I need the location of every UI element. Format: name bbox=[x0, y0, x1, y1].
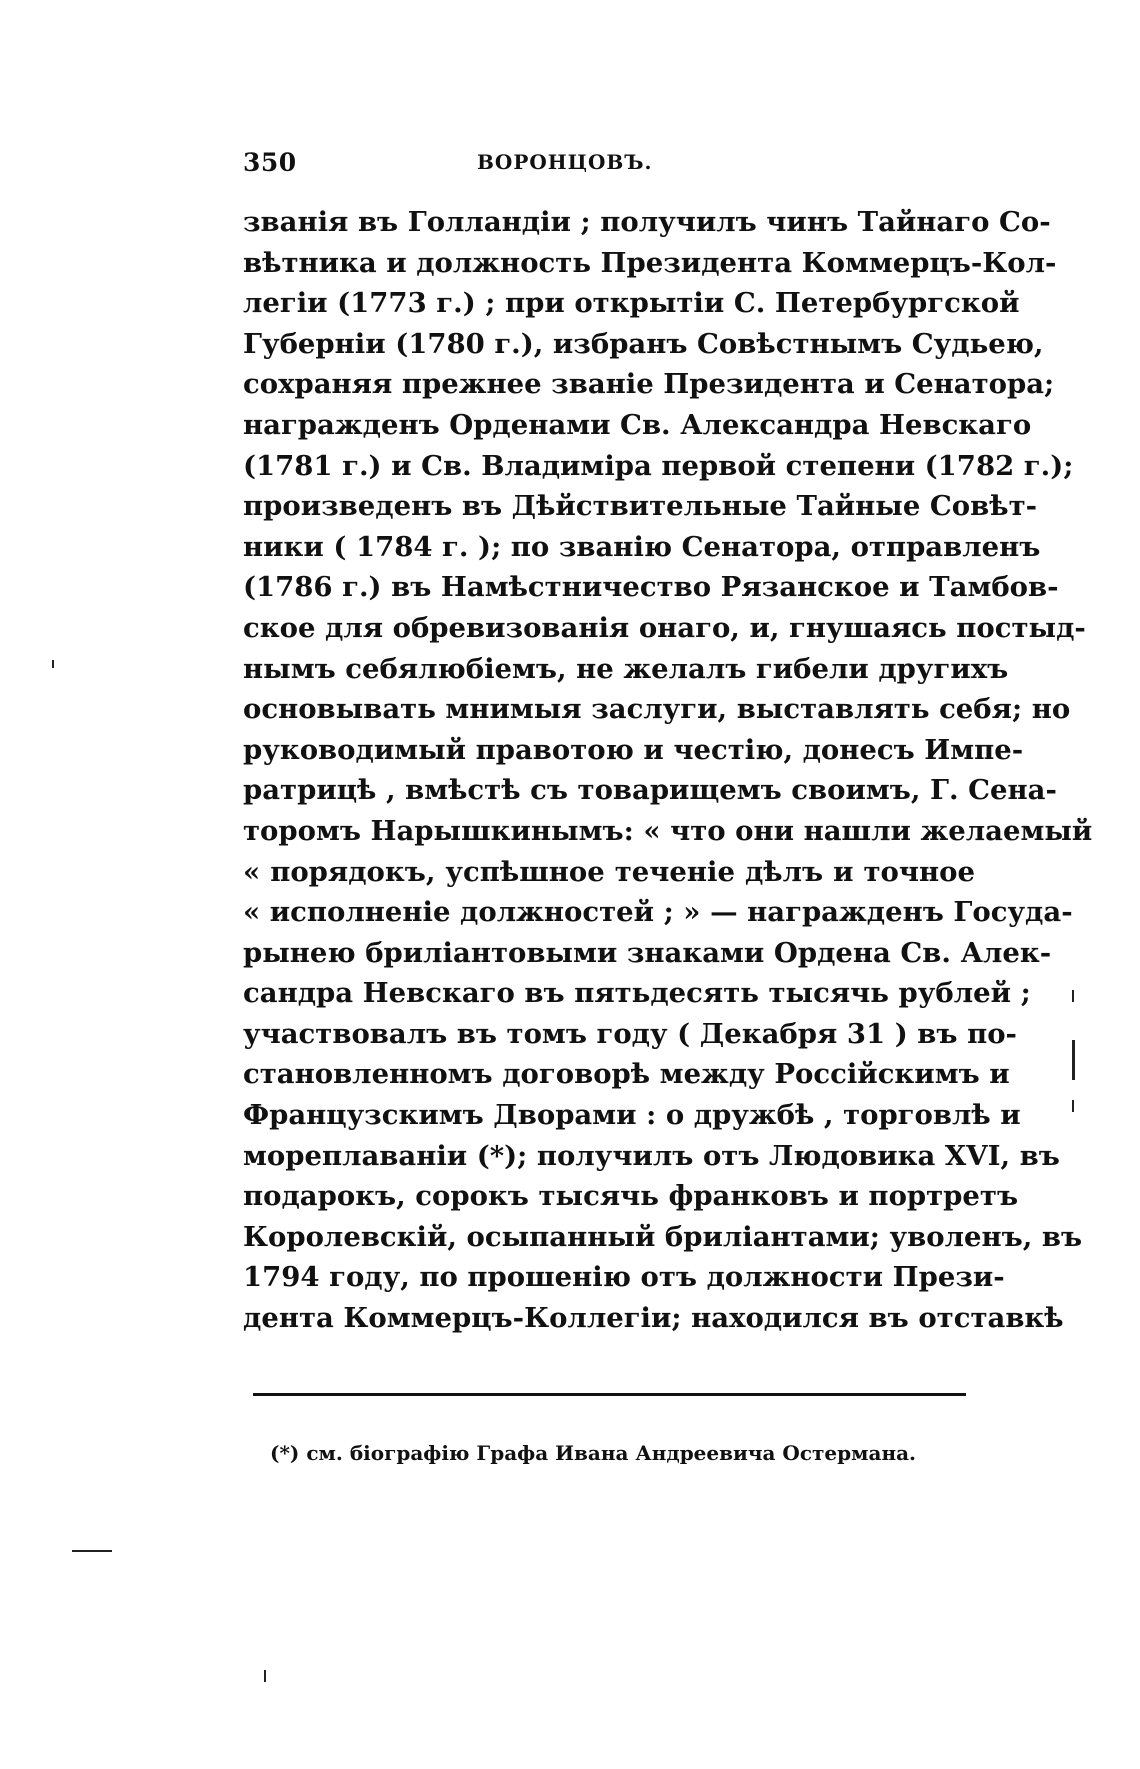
text-line: (1786 г.) въ Намѣстничество Рязанское и Тамбов- bbox=[243, 571, 1059, 604]
running-title: ВОРОНЦОВЪ. bbox=[477, 150, 653, 174]
text-line: 1794 году, по прошенію отъ должности Прези- bbox=[243, 1261, 1005, 1294]
text-line: « порядокъ, успѣшное теченіе дѣлъ и точное bbox=[243, 855, 975, 888]
text-line: « исполненіе должностей ; » — награжденъ Госуда- bbox=[243, 896, 1073, 929]
text-line: мореплаваніи (*); получилъ отъ Людовика XVI, въ bbox=[243, 1139, 1060, 1172]
text-line: Королевскій, осыпанный бриліантами; уволенъ, въ bbox=[243, 1220, 1083, 1253]
text-line: (1781 г.) и Св. Владиміра первой степени (1782 г.); bbox=[243, 449, 1074, 482]
text-line: подарокъ, сорокъ тысячь франковъ и портретъ bbox=[243, 1180, 1019, 1213]
scan-speck bbox=[1072, 990, 1074, 1002]
scan-speck bbox=[52, 660, 54, 668]
text-line: торомъ Нарышкинымъ: « что они нашли желаемый bbox=[243, 814, 1093, 847]
text-line: нымъ себялюбіемъ, не желалъ гибели другихъ bbox=[243, 652, 1009, 685]
scan-speck bbox=[264, 1670, 266, 1682]
text-line: основывать мнимыя заслуги, выставлять себя; но bbox=[243, 693, 1071, 726]
page-number: 350 bbox=[243, 148, 297, 177]
footnote: (*) см. біографію Графа Ивана Андреевича Остермана. bbox=[270, 1441, 917, 1465]
text-line: сандра Невскаго въ пятьдесять тысячь рублей ; bbox=[243, 977, 1031, 1010]
text-line: легіи (1773 г.) ; при открытіи С. Петербургской bbox=[243, 287, 1020, 320]
text-line: дента Коммерцъ-Коллегіи; находился въ отставкѣ bbox=[243, 1302, 1064, 1335]
scan-speck bbox=[1072, 1040, 1075, 1080]
text-line: Французскимъ Дворами : о дружбѣ , торговлѣ и bbox=[243, 1099, 1021, 1132]
text-line: Губерніи (1780 г.), избранъ Совѣстнымъ Судьею, bbox=[243, 327, 1044, 360]
footnote-divider bbox=[253, 1393, 966, 1396]
text-line: руководимый правотою и честію, донесъ Импе- bbox=[243, 733, 1024, 766]
text-line: рынею бриліантовыми знаками Ордена Св. Алек- bbox=[243, 936, 1052, 969]
text-line: званія въ Голландіи ; получилъ чинъ Тайнаго Со- bbox=[243, 206, 1051, 238]
text-line: ратрицѣ , вмѣстѣ съ товарищемъ своимъ, Г. Сена- bbox=[243, 774, 1057, 807]
body-text bbox=[243, 202, 1093, 1339]
scan-speck bbox=[1072, 1100, 1074, 1112]
margin-rule-mark bbox=[72, 1550, 112, 1552]
text-line: сохраняя прежнее званіе Президента и Сенатора; bbox=[243, 368, 1055, 401]
text-line: ское для обревизованія онаго, и, гнушаясь постыд- bbox=[243, 611, 1086, 644]
text-line: вѣтника и должность Президента Коммерцъ-Кол- bbox=[243, 246, 1057, 279]
text-line: становленномъ договорѣ между Россійскимъ и bbox=[243, 1058, 1010, 1091]
page-header bbox=[243, 148, 983, 184]
text-line: произведенъ въ Дѣйствительные Тайные Совѣт- bbox=[243, 490, 1038, 523]
text-line: ники ( 1784 г. ); по званію Сенатора, отправленъ bbox=[243, 530, 1041, 563]
text-line: участвовалъ въ томъ году ( Декабря 31 ) въ по- bbox=[243, 1017, 1017, 1050]
text-line: награжденъ Орденами Св. Александра Невскаго bbox=[243, 408, 1032, 441]
